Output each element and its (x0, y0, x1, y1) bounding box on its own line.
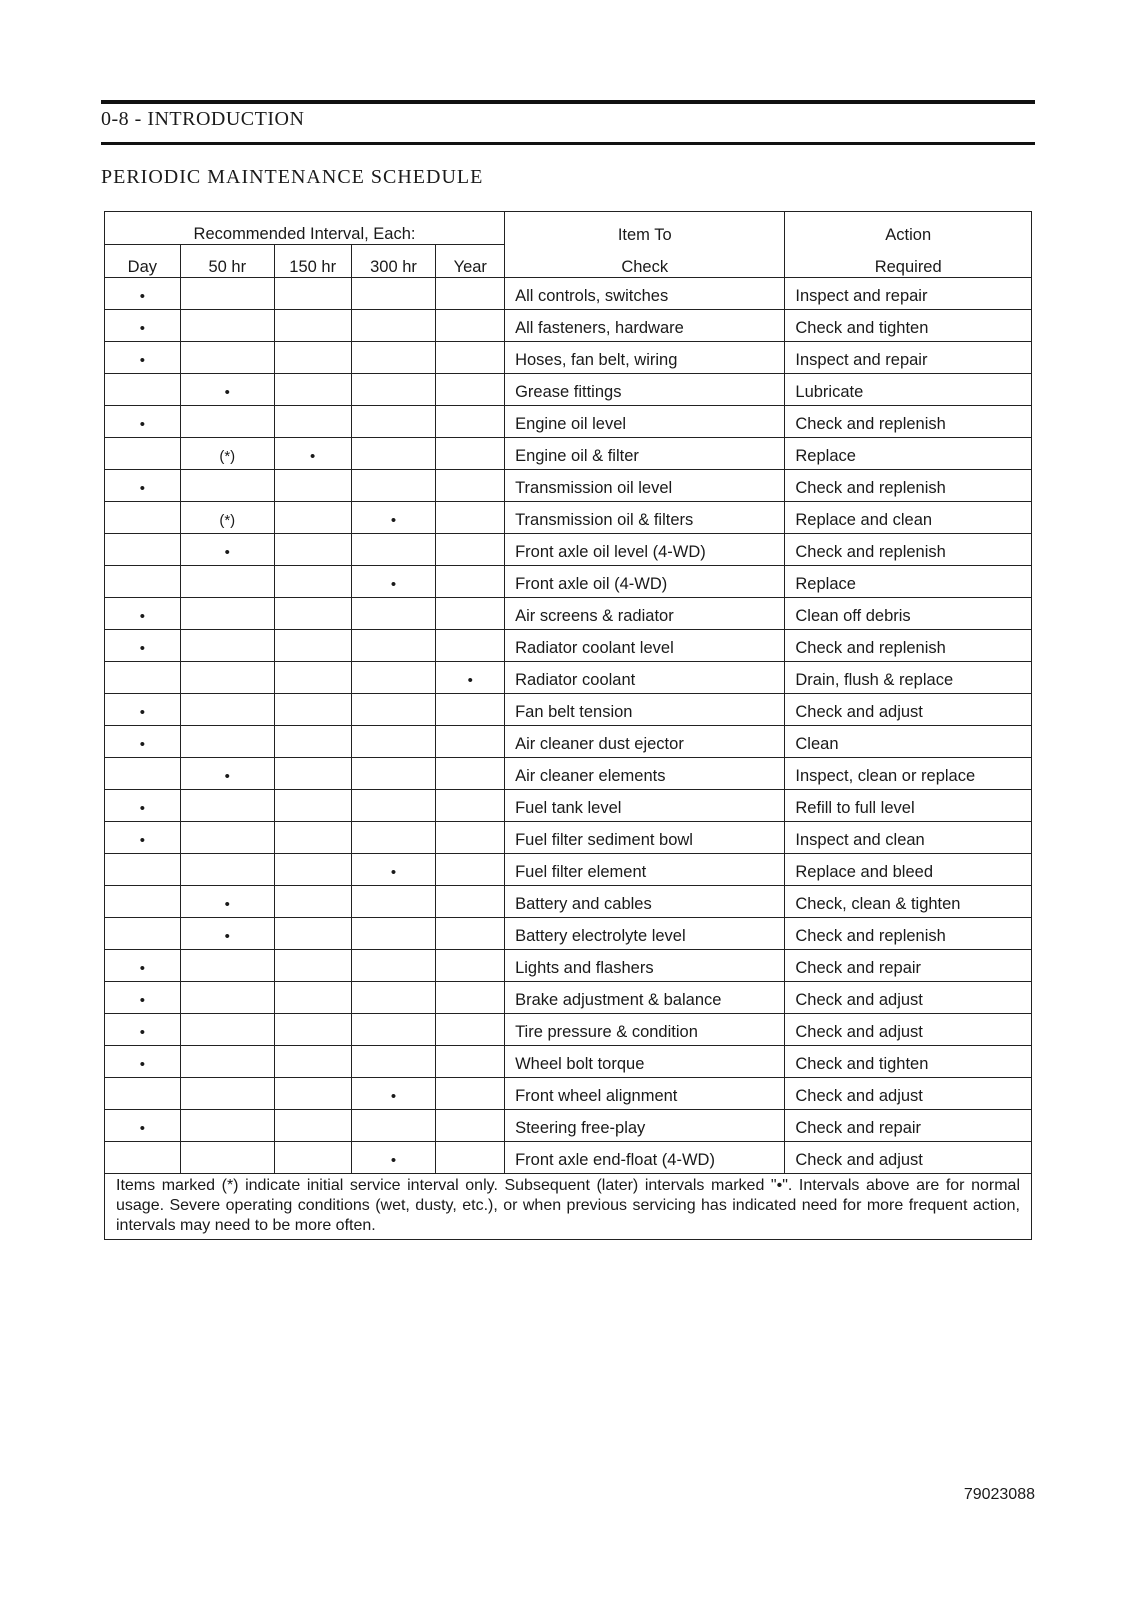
interval-mark-300hr: • (351, 1142, 436, 1174)
interval-mark-150hr (274, 854, 351, 886)
item-to-check: Hoses, fan belt, wiring (505, 342, 785, 374)
action-required: Check and adjust (785, 982, 1032, 1014)
action-required: Replace and bleed (785, 854, 1032, 886)
item-to-check: Fuel filter sediment bowl (505, 822, 785, 854)
interval-mark-year (436, 982, 505, 1014)
action-required: Replace and clean (785, 502, 1032, 534)
interval-mark-day (105, 886, 181, 918)
table-row (105, 342, 1032, 374)
interval-mark-300hr: • (351, 566, 436, 598)
interval-mark-year (436, 534, 505, 566)
action-required: Check and adjust (785, 1014, 1032, 1046)
interval-mark-year (436, 1014, 505, 1046)
interval-mark-year (436, 406, 505, 438)
interval-mark-300hr (351, 726, 436, 758)
interval-mark-year (436, 854, 505, 886)
table-row (105, 886, 1032, 918)
interval-mark-year (436, 950, 505, 982)
interval-mark-year (436, 758, 505, 790)
interval-mark-50hr (180, 854, 274, 886)
table-row (105, 758, 1032, 790)
interval-mark-300hr (351, 598, 436, 630)
item-to-check: All fasteners, hardware (505, 310, 785, 342)
table-row (105, 534, 1032, 566)
interval-mark-150hr (274, 278, 351, 310)
item-header-line1: Item To (505, 212, 785, 245)
interval-mark-150hr (274, 758, 351, 790)
table-row (105, 854, 1032, 886)
interval-mark-300hr: • (351, 854, 436, 886)
action-required: Clean (785, 726, 1032, 758)
interval-mark-50hr: • (180, 534, 274, 566)
action-required: Check and repair (785, 950, 1032, 982)
interval-mark-50hr (180, 1110, 274, 1142)
item-to-check: Radiator coolant level (505, 630, 785, 662)
interval-mark-day (105, 758, 181, 790)
action-required: Inspect, clean or replace (785, 758, 1032, 790)
interval-header-day: Day (105, 245, 181, 278)
item-to-check: Air cleaner dust ejector (505, 726, 785, 758)
interval-mark-300hr (351, 342, 436, 374)
action-header-line2: Required (785, 245, 1032, 278)
action-required: Check and replenish (785, 534, 1032, 566)
interval-mark-150hr (274, 502, 351, 534)
interval-mark-50hr (180, 662, 274, 694)
table-row (105, 790, 1032, 822)
table-row (105, 662, 1032, 694)
table-row (105, 310, 1032, 342)
action-required: Check and tighten (785, 1046, 1032, 1078)
interval-mark-150hr (274, 1110, 351, 1142)
interval-mark-50hr (180, 726, 274, 758)
item-to-check: Air cleaner elements (505, 758, 785, 790)
interval-mark-50hr: • (180, 758, 274, 790)
action-required: Check and replenish (785, 918, 1032, 950)
action-required: Lubricate (785, 374, 1032, 406)
table-row (105, 950, 1032, 982)
interval-mark-year (436, 918, 505, 950)
item-to-check: Front axle end-float (4-WD) (505, 1142, 785, 1174)
table-row (105, 1110, 1032, 1142)
interval-mark-50hr (180, 598, 274, 630)
item-to-check: All controls, switches (505, 278, 785, 310)
table-row (105, 278, 1032, 310)
table-row (105, 502, 1032, 534)
page-title: PERIODIC MAINTENANCE SCHEDULE (101, 166, 484, 188)
interval-mark-year (436, 470, 505, 502)
interval-mark-150hr (274, 470, 351, 502)
interval-mark-50hr (180, 950, 274, 982)
item-to-check: Engine oil level (505, 406, 785, 438)
item-to-check: Engine oil & filter (505, 438, 785, 470)
interval-mark-year (436, 278, 505, 310)
interval-mark-50hr (180, 406, 274, 438)
action-required: Replace (785, 566, 1032, 598)
interval-mark-50hr: • (180, 374, 274, 406)
interval-mark-50hr (180, 790, 274, 822)
interval-mark-day (105, 854, 181, 886)
interval-mark-300hr: • (351, 502, 436, 534)
maintenance-schedule-table (104, 211, 1032, 1240)
interval-mark-50hr (180, 1142, 274, 1174)
interval-mark-year (436, 886, 505, 918)
interval-mark-150hr (274, 886, 351, 918)
interval-mark-year (436, 342, 505, 374)
interval-mark-300hr (351, 278, 436, 310)
interval-mark-day: • (105, 470, 181, 502)
header-rule-top (101, 100, 1035, 104)
interval-mark-day: • (105, 950, 181, 982)
interval-mark-150hr: • (274, 438, 351, 470)
action-required: Inspect and repair (785, 278, 1032, 310)
interval-mark-50hr (180, 1046, 274, 1078)
interval-mark-year (436, 598, 505, 630)
interval-mark-300hr (351, 822, 436, 854)
interval-mark-day (105, 662, 181, 694)
interval-mark-day: • (105, 310, 181, 342)
interval-mark-150hr (274, 950, 351, 982)
interval-mark-day (105, 534, 181, 566)
interval-mark-day (105, 1142, 181, 1174)
interval-mark-150hr (274, 1142, 351, 1174)
action-required: Refill to full level (785, 790, 1032, 822)
interval-mark-150hr (274, 662, 351, 694)
interval-header-300hr: 300 hr (351, 245, 436, 278)
interval-mark-50hr (180, 310, 274, 342)
action-required: Replace (785, 438, 1032, 470)
interval-mark-day: • (105, 982, 181, 1014)
interval-group-header: Recommended Interval, Each: (105, 212, 505, 245)
interval-mark-year (436, 438, 505, 470)
table-row (105, 438, 1032, 470)
interval-mark-day (105, 918, 181, 950)
action-required: Check and adjust (785, 1142, 1032, 1174)
interval-mark-day: • (105, 790, 181, 822)
item-to-check: Battery electrolyte level (505, 918, 785, 950)
interval-mark-150hr (274, 918, 351, 950)
interval-mark-50hr (180, 694, 274, 726)
table-row (105, 726, 1032, 758)
interval-mark-150hr (274, 726, 351, 758)
table-row (105, 694, 1032, 726)
interval-mark-300hr (351, 310, 436, 342)
interval-mark-300hr: • (351, 1078, 436, 1110)
action-required: Check and adjust (785, 1078, 1032, 1110)
interval-mark-300hr (351, 374, 436, 406)
interval-mark-year (436, 1142, 505, 1174)
item-to-check: Grease fittings (505, 374, 785, 406)
header-row-2 (105, 245, 1032, 278)
table-row (105, 406, 1032, 438)
interval-mark-300hr (351, 918, 436, 950)
table-row (105, 1014, 1032, 1046)
item-to-check: Fuel tank level (505, 790, 785, 822)
interval-mark-300hr (351, 1046, 436, 1078)
action-required: Check and replenish (785, 470, 1032, 502)
action-required: Inspect and clean (785, 822, 1032, 854)
interval-mark-50hr (180, 822, 274, 854)
table-row (105, 1142, 1032, 1174)
item-to-check: Tire pressure & condition (505, 1014, 785, 1046)
interval-mark-day (105, 566, 181, 598)
interval-mark-day: • (105, 278, 181, 310)
interval-mark-300hr (351, 630, 436, 662)
item-header-line2: Check (505, 245, 785, 278)
action-required: Inspect and repair (785, 342, 1032, 374)
note-row (105, 1174, 1032, 1240)
interval-mark-year (436, 1078, 505, 1110)
interval-mark-50hr (180, 630, 274, 662)
interval-mark-150hr (274, 1014, 351, 1046)
interval-mark-day (105, 1078, 181, 1110)
interval-mark-year (436, 630, 505, 662)
table-row (105, 982, 1032, 1014)
interval-mark-300hr (351, 406, 436, 438)
interval-mark-150hr (274, 374, 351, 406)
item-to-check: Front axle oil level (4-WD) (505, 534, 785, 566)
interval-mark-300hr (351, 982, 436, 1014)
item-to-check: Fan belt tension (505, 694, 785, 726)
interval-mark-year (436, 502, 505, 534)
interval-mark-50hr (180, 982, 274, 1014)
interval-mark-150hr (274, 694, 351, 726)
table-row (105, 1078, 1032, 1110)
interval-mark-day: • (105, 406, 181, 438)
interval-mark-300hr (351, 438, 436, 470)
interval-mark-150hr (274, 342, 351, 374)
item-to-check: Wheel bolt torque (505, 1046, 785, 1078)
interval-mark-300hr (351, 534, 436, 566)
interval-mark-300hr (351, 790, 436, 822)
action-required: Check and tighten (785, 310, 1032, 342)
item-to-check: Air screens & radiator (505, 598, 785, 630)
interval-mark-year (436, 1046, 505, 1078)
action-required: Drain, flush & replace (785, 662, 1032, 694)
header-row-1 (105, 212, 1032, 245)
interval-header-year: Year (436, 245, 505, 278)
item-to-check: Radiator coolant (505, 662, 785, 694)
interval-mark-50hr: (*) (180, 502, 274, 534)
header-rule-bottom (101, 142, 1035, 145)
interval-mark-300hr (351, 662, 436, 694)
interval-mark-300hr (351, 886, 436, 918)
interval-mark-day (105, 438, 181, 470)
interval-mark-300hr (351, 1110, 436, 1142)
interval-mark-50hr (180, 1014, 274, 1046)
interval-mark-day: • (105, 630, 181, 662)
document-code: 79023088 (963, 1486, 1035, 1503)
section-header: 0-8 - INTRODUCTION (101, 108, 305, 130)
action-required: Check, clean & tighten (785, 886, 1032, 918)
interval-mark-300hr (351, 1014, 436, 1046)
action-required: Check and repair (785, 1110, 1032, 1142)
interval-mark-day: • (105, 822, 181, 854)
interval-mark-year (436, 566, 505, 598)
interval-mark-year (436, 310, 505, 342)
interval-mark-year (436, 822, 505, 854)
action-required: Check and adjust (785, 694, 1032, 726)
interval-mark-year (436, 726, 505, 758)
interval-mark-150hr (274, 790, 351, 822)
interval-mark-300hr (351, 950, 436, 982)
interval-mark-150hr (274, 630, 351, 662)
item-to-check: Transmission oil & filters (505, 502, 785, 534)
action-required: Clean off debris (785, 598, 1032, 630)
interval-mark-150hr (274, 534, 351, 566)
table-row (105, 630, 1032, 662)
interval-mark-300hr (351, 470, 436, 502)
item-to-check: Transmission oil level (505, 470, 785, 502)
interval-mark-day (105, 374, 181, 406)
interval-header-50hr: 50 hr (180, 245, 274, 278)
interval-mark-year (436, 1110, 505, 1142)
interval-mark-day: • (105, 726, 181, 758)
item-to-check: Fuel filter element (505, 854, 785, 886)
item-to-check: Battery and cables (505, 886, 785, 918)
interval-mark-day: • (105, 342, 181, 374)
interval-mark-50hr (180, 278, 274, 310)
interval-mark-50hr (180, 470, 274, 502)
table-row (105, 470, 1032, 502)
action-header-line1: Action (785, 212, 1032, 245)
table-row (105, 822, 1032, 854)
interval-mark-150hr (274, 598, 351, 630)
interval-mark-150hr (274, 822, 351, 854)
interval-mark-year (436, 694, 505, 726)
interval-mark-150hr (274, 406, 351, 438)
item-to-check: Brake adjustment & balance (505, 982, 785, 1014)
interval-mark-day: • (105, 694, 181, 726)
interval-mark-150hr (274, 1046, 351, 1078)
interval-header-150hr: 150 hr (274, 245, 351, 278)
interval-mark-year (436, 790, 505, 822)
action-required: Check and replenish (785, 406, 1032, 438)
interval-mark-year (436, 374, 505, 406)
interval-mark-50hr: • (180, 918, 274, 950)
item-to-check: Front wheel alignment (505, 1078, 785, 1110)
table-row (105, 918, 1032, 950)
interval-mark-50hr: (*) (180, 438, 274, 470)
interval-mark-day: • (105, 1014, 181, 1046)
interval-mark-50hr: • (180, 886, 274, 918)
interval-mark-300hr (351, 694, 436, 726)
table-row (105, 598, 1032, 630)
interval-mark-50hr (180, 342, 274, 374)
interval-mark-50hr (180, 1078, 274, 1110)
interval-mark-year: • (436, 662, 505, 694)
interval-mark-150hr (274, 310, 351, 342)
interval-mark-day: • (105, 598, 181, 630)
table-row (105, 374, 1032, 406)
interval-mark-day: • (105, 1110, 181, 1142)
item-to-check: Lights and flashers (505, 950, 785, 982)
interval-mark-day (105, 502, 181, 534)
interval-mark-300hr (351, 758, 436, 790)
interval-mark-day: • (105, 1046, 181, 1078)
table-row (105, 566, 1032, 598)
item-to-check: Steering free-play (505, 1110, 785, 1142)
item-to-check: Front axle oil (4-WD) (505, 566, 785, 598)
interval-mark-150hr (274, 1078, 351, 1110)
table-row (105, 1046, 1032, 1078)
interval-mark-50hr (180, 566, 274, 598)
schedule-note: Items marked (*) indicate initial service interval only. Subsequent (later) intervals marked "•". Intervals above are for normal usage. Severe operating conditions (wet, dusty, etc.), or when previous servicing has indicated need for more frequent action, intervals may need to be more often. (105, 1174, 1032, 1240)
interval-mark-150hr (274, 566, 351, 598)
action-required: Check and replenish (785, 630, 1032, 662)
interval-mark-150hr (274, 982, 351, 1014)
